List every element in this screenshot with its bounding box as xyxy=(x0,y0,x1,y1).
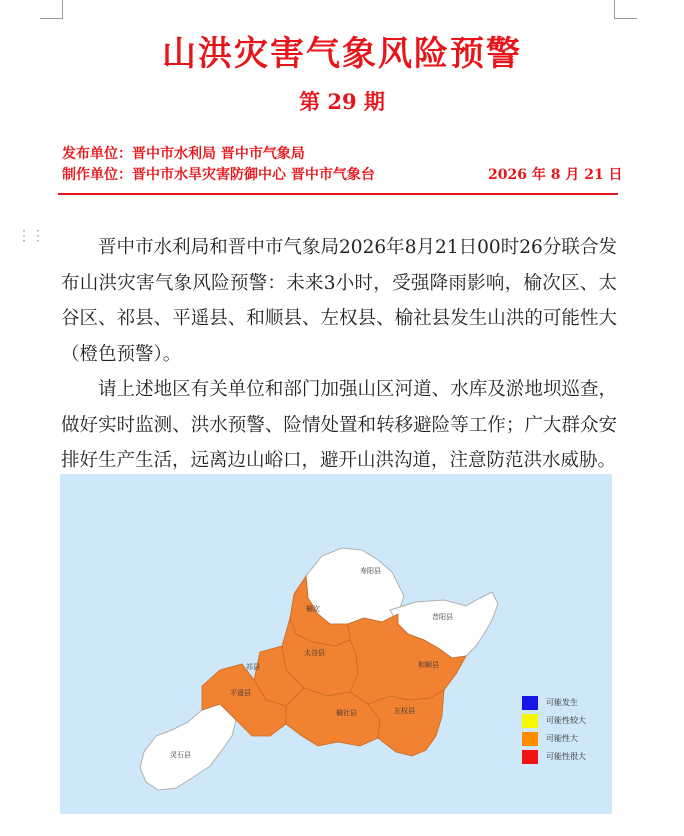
legend-swatch xyxy=(522,714,538,728)
document-title: 山洪灾害气象风险预警 xyxy=(162,34,522,74)
county-label-shouyang: 寿阳县 xyxy=(360,567,381,575)
page-corner-mark xyxy=(614,0,637,19)
producer-line: 制作单位：晋中市水旱灾害防御中心 晋中市气象台 xyxy=(62,167,375,183)
legend-swatch xyxy=(522,750,538,764)
issue-date: 2026 年 8 月 21 日 xyxy=(488,167,623,183)
drag-handle-icon[interactable]: ⋮⋮ xyxy=(17,228,45,244)
legend-label: 可能性较大 xyxy=(546,716,586,725)
county-label-lingshi: 灵石县 xyxy=(170,751,191,759)
county-label-zuoquan: 左权县 xyxy=(394,707,415,715)
legend-label: 可能性很大 xyxy=(546,752,586,761)
county-label-yushe: 榆社县 xyxy=(336,709,357,717)
county-zuoquan xyxy=(368,690,444,756)
county-label-pingyao: 平遥县 xyxy=(230,689,251,697)
county-shouyang xyxy=(306,548,404,624)
legend-swatch xyxy=(522,696,538,710)
paragraph-instructions: 请上述地区有关单位和部门加强山区河道、水库及淤地坝巡查，做好实时监测、洪水预警、险情处置和转移避险等工作；广大群众安排好生产生活，远离边山峪口，避开山洪沟道，注意防范洪水威胁。 xyxy=(61,379,617,471)
legend-swatch xyxy=(522,732,538,746)
legend-label: 可能性大 xyxy=(546,734,578,743)
body-text xyxy=(61,230,617,479)
legend-label: 可能发生 xyxy=(546,698,578,707)
county-lingshi xyxy=(140,704,236,790)
publisher-line: 发布单位：晋中市水利局 晋中市气象局 xyxy=(62,146,305,162)
county-label-heshun: 和顺县 xyxy=(418,661,439,669)
issue-number: 第 29 期 xyxy=(299,89,385,114)
county-label-qixian: 祁县 xyxy=(246,663,260,671)
header-divider xyxy=(58,193,618,195)
risk-map xyxy=(60,474,612,814)
county-label-yuci: 榆次 xyxy=(306,605,320,613)
county-label-taigu: 太谷县 xyxy=(304,649,325,657)
page-corner-mark xyxy=(40,0,63,19)
paragraph-warning: 晋中市水利局和晋中市气象局2026年8月21日00时26分联合发布山洪灾害气象风险预警：未来3小时，受强降雨影响，榆次区、太谷区、祁县、平遥县、和顺县、左权县、榆社县发生山洪的可能性大（橙色预警）。 xyxy=(61,237,617,365)
county-label-xiyang: 昔阳县 xyxy=(432,613,453,621)
